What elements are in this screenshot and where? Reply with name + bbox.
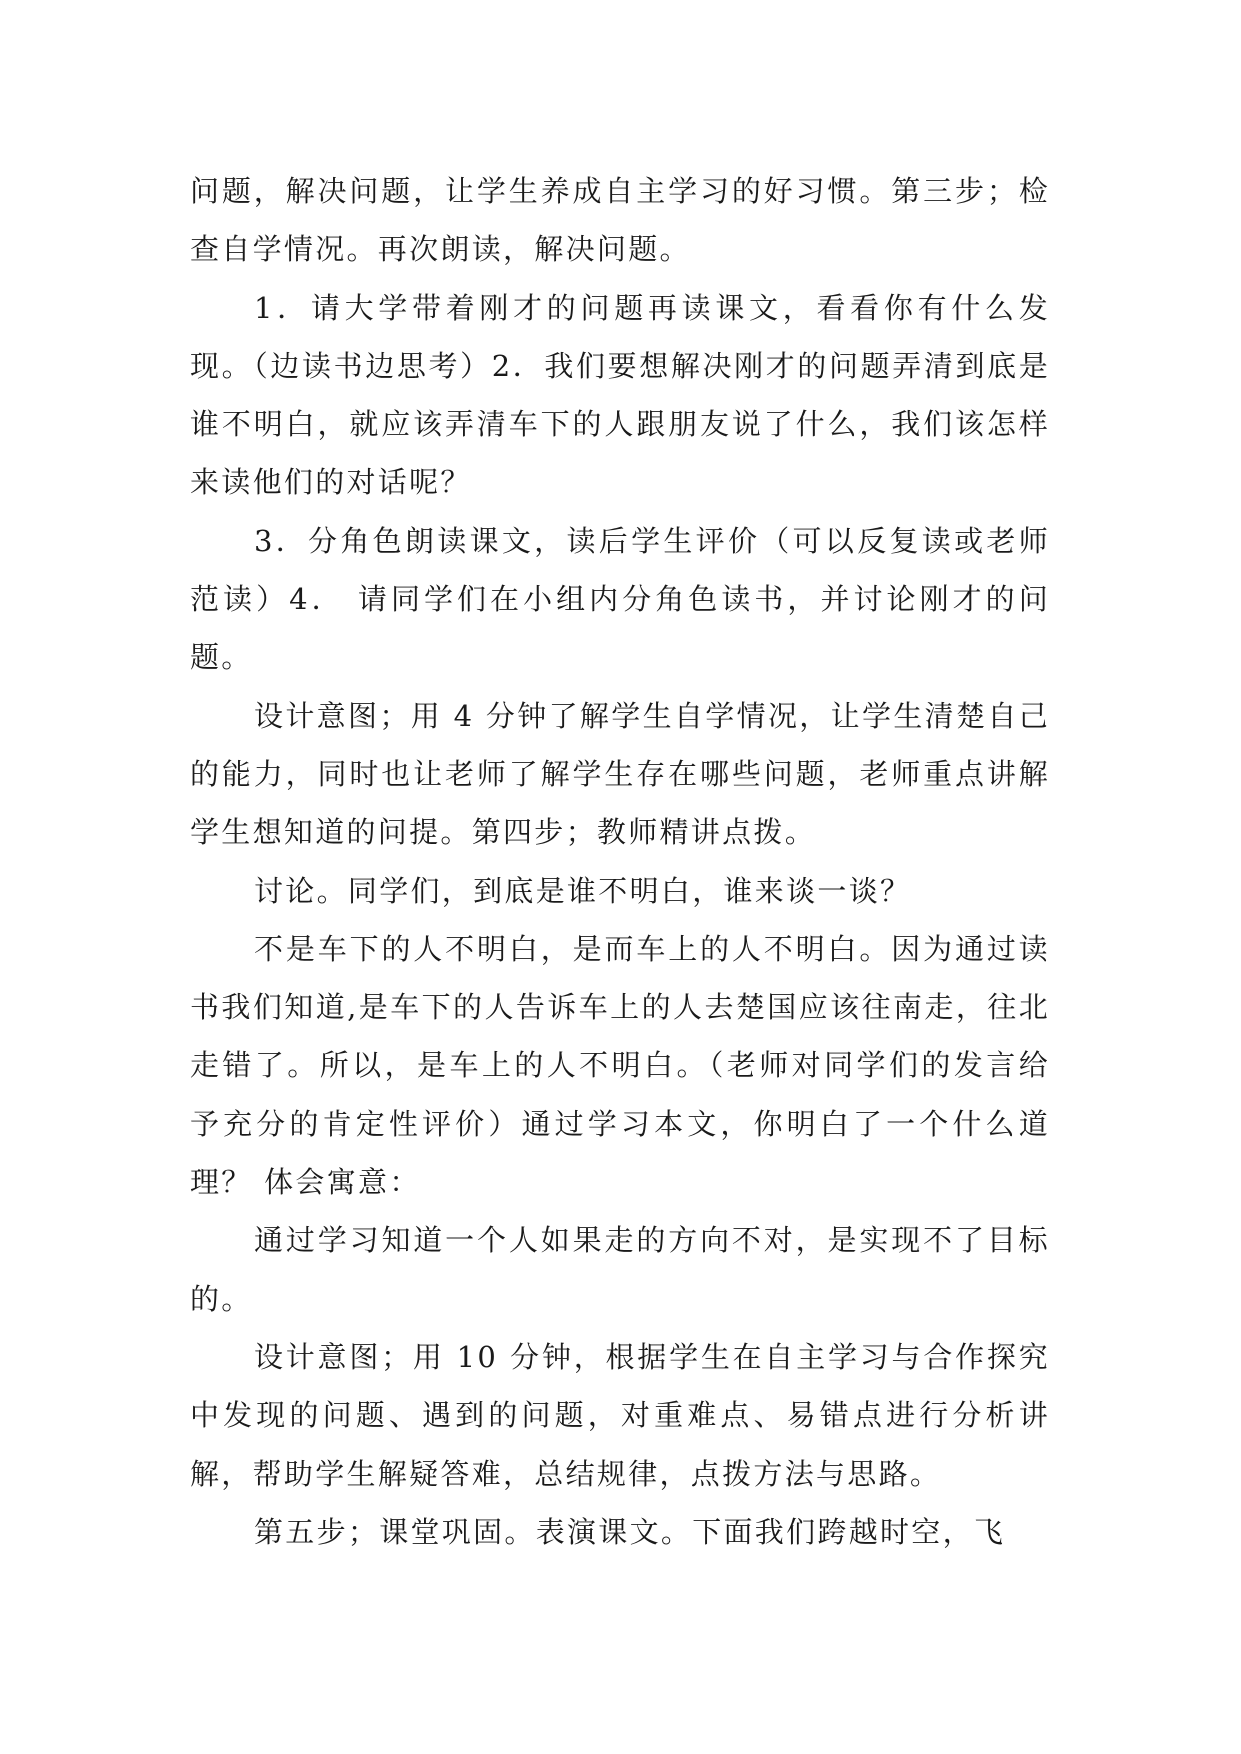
paragraph-9: 第五步；课堂巩固。表演课文。下面我们跨越时空，飞: [254, 1514, 1006, 1549]
paragraph-5: 讨论。同学们，到底是谁不明白，谁来谈一谈？: [254, 873, 912, 908]
document-body: [190, 162, 1050, 1561]
paragraph-2: 1．请大学带着刚才的问题再读课文，看看你有什么发现。（边读书边思考）2．我们要想解决刚才的问题弄清到底是谁不明白，就应该弄清车下的人跟朋友说了什么，我们该怎样来读他们的对话呢？: [190, 290, 1050, 500]
paragraph-3: 3．分角色朗读课文，读后学生评价（可以反复读或老师范读）4． 请同学们在小组内分角色读书，并讨论刚才的问题。: [190, 523, 1050, 675]
paragraph-4: 设计意图；用 4 分钟了解学生自学情况，让学生清楚自己的能力，同时也让老师了解学生存在哪些问题，老师重点讲解学生想知道的问提。第四步；教师精讲点拨。: [190, 698, 1050, 850]
paragraph-1: 问题，解决问题，让学生养成自主学习的好习惯。第三步；检查自学情况。再次朗读，解决问题。: [190, 174, 1050, 267]
paragraph-6: 不是车下的人不明白，是而车上的人不明白。因为通过读书我们知道,是车下的人告诉车上的人去楚国应该往南走，往北走错了。所以，是车上的人不明白。（老师对同学们的发言给予充分的肯定性评价）通过学习本文，你明白了一个什么道理？ 体会寓意：: [190, 931, 1050, 1200]
paragraph-7: 通过学习知道一个人如果走的方向不对，是实现不了目标的。: [190, 1223, 1050, 1316]
paragraph-8: 设计意图；用 10 分钟，根据学生在自主学习与合作探究中发现的问题、遇到的问题，对重难点、易错点进行分析讲解，帮助学生解疑答难，总结规律，点拨方法与思路。: [190, 1339, 1050, 1491]
